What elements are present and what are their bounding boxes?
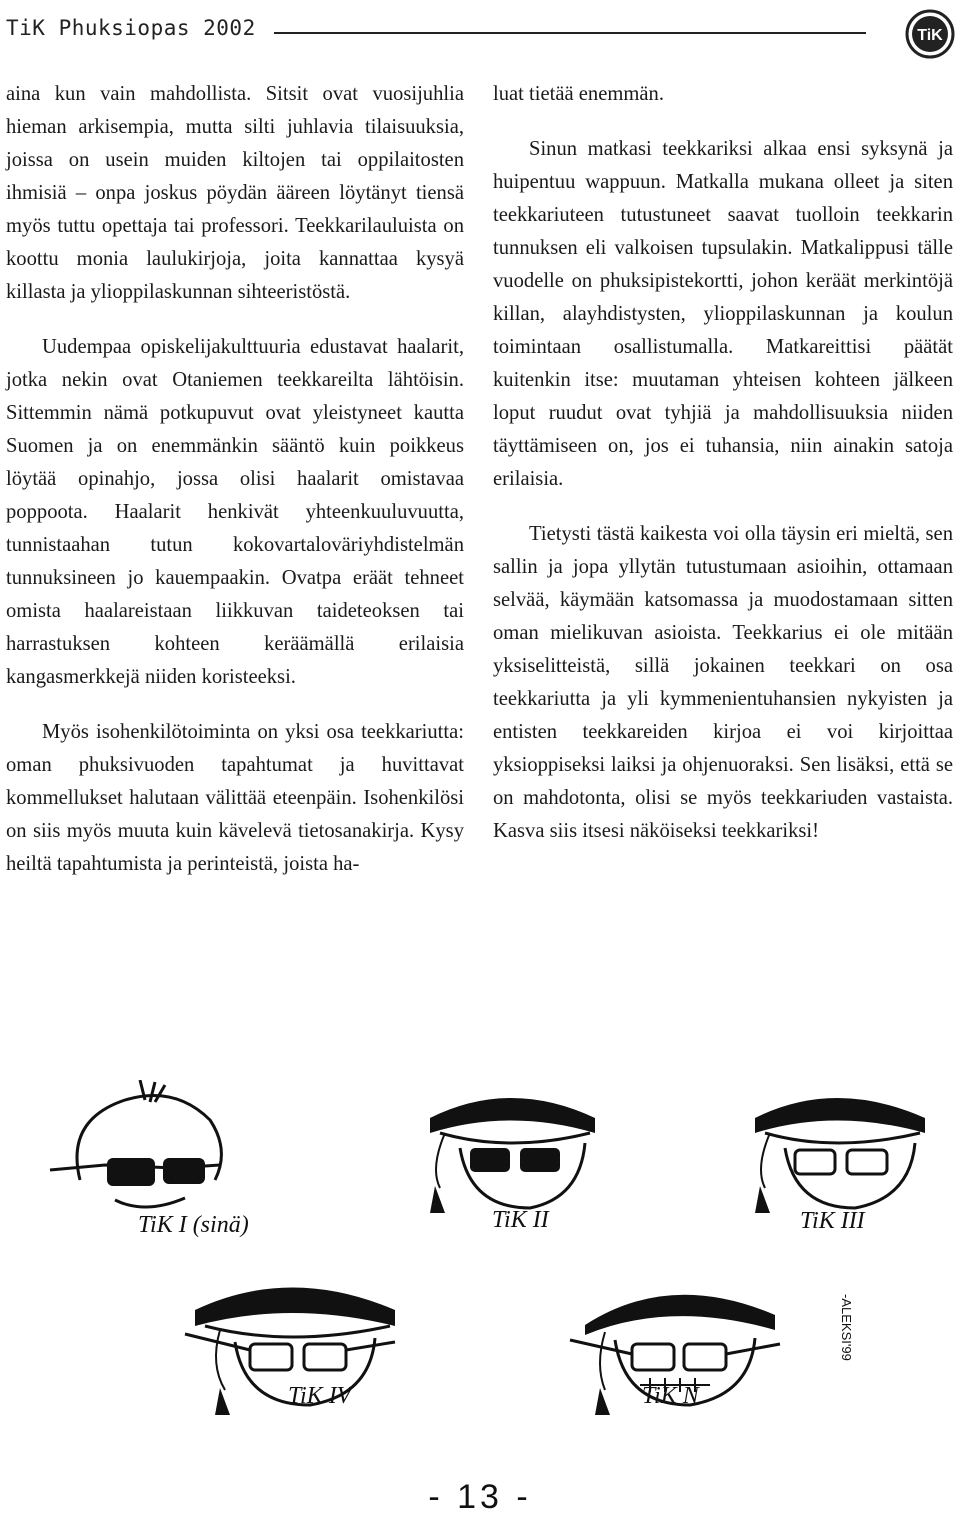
right-paragraph-2: Tietysti tästä kaikesta voi olla täysin eri mieltä, sen sallin ja jopa yllytän tutustumaan asioihin, ottamaan selvää, käymään katsomassa ja muodostamaan sitten oman mielikuvan asioista. Teekkarius ei ole mitään yksiselitteistä, sillä jokainen teekkari on osa teekkariutta ja yli kymmenientuhansien nykyisten ja entisten teekkareiden kirjoa ei voi kirjoittaa yksioppiseksi laiksi ja ohjenuoraksi. Sen lisäksi, että se on mahdotonta, olisi se myös teekkariuden vastaista. Kasva siis itsesi näköiseksi teekkariksi! [493,523,953,842]
left-paragraph-3: Myös isohenkilötoiminta on yksi osa teekkariutta: oman phuksivuoden tapahtumat ja huvittavat kommellukset halutaan välittää eteenpäin. Isohenkilösi on siis myös muuta kuin kävelevä tietosanakirja. Kysy heiltä tapahtumista ja perinteistä, joista ha- [6,721,464,875]
caption-tik-n: TiK N [642,1383,699,1409]
left-column [6,78,464,903]
page-number: - 13 - [428,1478,532,1516]
face-tik-1-illustration [45,1080,265,1220]
left-paragraph-2: Uudempaa opiskelijakulttuuria edustavat haalarit, jotka nekin ovat Otaniemen teekkareilta lähtöisin. Sittemmin nämä potkupuvut ovat yleistyneet kautta Suomen ja on enemmänkin sääntö kuin poikkeus löytää opinahjo, jossa olisi haalarit omistavaa poppoota. Haalarit henkivät yhteenkuuluvuutta, tunnistaahan tutun kokovartaloväriyhdistelmän tunnuksineen jo kauempaakin. Ovatpa eräät tehneet omista haalareistaan liikkuvan taideteoksen tai harrastuksen kohteen keräämällä erilaisia kangasmerkkejä niiden koristeeksi. [6,336,464,688]
caption-tik-4: TiK IV [288,1383,352,1409]
tik-logo [904,8,956,60]
caption-tik-3: TiK III [800,1208,865,1234]
artist-signature [822,1290,862,1380]
page-header [6,14,956,54]
right-paragraph-1: Sinun matkasi teekkariksi alkaa ensi syksynä ja huipentuu wappuun. Matkalla mukana olleet ja siten teekkariuteen tutustuneet saavat tuolloin teekkarin tunnuksen eli valkoisen tupsulakin. Matkalippusi tälle vuodelle on phuksipistekortti, johon keräät merkintöjä killan, alayhdistysten, ylioppilaskunnan ja koulun toimintaan osallistumalla. Matkareittisi päätät kuitenkin itse: muutaman yhteisen kohteen jälkeen loput ruudut ovat tyhjiä ja mahdollisuuksia niiden täyttämiseen on, jos ei tuhansia, niin ainakin satoja erilaisia. [493,138,953,490]
tik-logo-text: TiK [917,27,943,44]
left-paragraph-1: aina kun vain mahdollista. Sitsit ovat vuosijuhlia hieman arkisempia, mutta silti juhlavia tilaisuuksia, joissa on usein muiden kiltojen tai oppilaitosten ihmisiä – onpa joskus pöydän ääreen löytänyt tiensä myös tuttu opettaja tai professori. Teekkarilauluista on koottu monia laulukirjoja, joita kannattaa kysyä killasta ja ylioppilaskunnan sihteeristöstä. [6,83,464,303]
caption-tik-1: TiK I (sinä) [138,1212,249,1238]
header-rule [274,32,866,34]
header-title: TiK Phuksiopas 2002 [6,16,256,40]
face-tik-3-illustration [735,1078,945,1228]
caption-tik-2: TiK II [492,1207,549,1233]
face-tik-2-illustration [410,1078,610,1228]
artist-signature-text: -ALEKSI'99 [839,1294,854,1361]
right-paragraph-0: luat tietää enemmän. [493,83,664,105]
right-column [493,78,953,870]
